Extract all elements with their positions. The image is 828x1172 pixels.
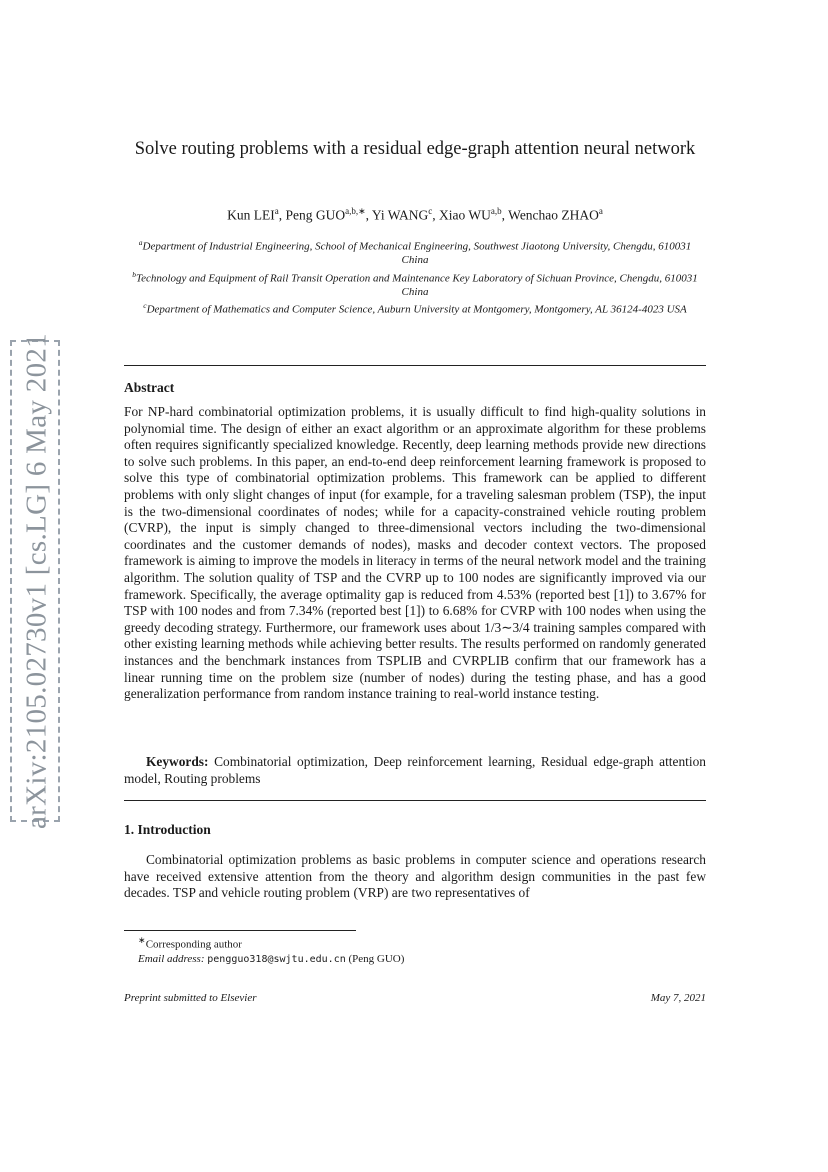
author-name: Wenchao ZHAO bbox=[508, 207, 599, 223]
abstract-text: For NP-hard combinatorial optimization problems, it is usually difficult to find high-quality solutions in polynomial time. The design of either an exact algorithm or an approximate algorithm for these problems often requires significantly specialized knowledge. Recently, deep learning methods provide new directions to solve such problems. In this paper, an end-to-end deep reinforcement learning framework is proposed to solve this type of combinatorial optimization problems. This framework can be applied to different problems with only slight changes of input (for example, for a traveling salesman problem (TSP), the input is the two-dimensional coordinates of nodes; while for a capacity-constrained vehicle routing problem (CVRP), the input is simply changed to three-dimensional vectors including the two-dimensional coordinates and the customer demands of nodes), masks and decoder context vectors. The proposed framework is aiming to improve the models in literacy in terms of the neural network model and the training algorithm. The solution quality of TSP and the CVRP up to 100 nodes are significantly improved via our framework. Specifically, the average optimality gap is reduced from 4.53% (reported best [1]) to 3.67% for TSP with 100 nodes and from 7.34% (reported best [1]) to 6.68% for CVRP with 100 nodes when using the greedy decoding strategy. Furthermore, our framework uses about 1/3∼3/4 training samples compared with other existing learning methods while achieving better results. The results performed on randomly generated instances and the benchmark instances from TSPLIB and CVRPLIB confirm that our framework has a linear running time on the problem size (number of nodes) during the testing phase, and has a good generalization performance from random instance training to real-world instance testing. bbox=[124, 404, 706, 702]
author-name: Kun LEI bbox=[227, 207, 275, 223]
author-name: Peng GUO bbox=[285, 207, 346, 223]
author-name: Yi WANG bbox=[371, 207, 429, 223]
section-heading-introduction: 1. Introduction bbox=[124, 822, 211, 837]
abstract-top-rule bbox=[124, 365, 706, 366]
footnote-rule bbox=[124, 930, 356, 931]
affiliation-c: $^c$Department of Mathematics and Computer Science, Auburn University at Montgomery, Montgomery, AL 36124-4023 USA bbox=[143, 301, 687, 316]
arxiv-identifier[interactable]: arXiv:2105.02730v1 [cs.LG] 6 May 2021 bbox=[20, 333, 53, 829]
keywords-label: Keywords: bbox=[146, 754, 209, 769]
author-affil-mark[interactable]: a,b,∗ bbox=[345, 206, 366, 216]
introduction-text: Combinatorial optimization problems as basic problems in computer science and operations research have received extensive attention from the theory and algorithm design communities in the past few decades. TSP and vehicle routing problem (VRP) are two representatives of bbox=[124, 852, 706, 901]
author-affil-mark: a bbox=[598, 206, 603, 216]
email-link[interactable]: pengguo318@swjtu.edu.cn bbox=[207, 953, 346, 965]
author-affil-mark: a,b bbox=[490, 206, 502, 216]
affiliation-a: $^a$Department of Industrial Engineering, School of Mechanical Engineering, Southwest Jiaotong University, Chengdu, 610031 China bbox=[138, 238, 692, 267]
author-affil-mark: c bbox=[428, 206, 433, 216]
paper-title: Solve routing problems with a residual edge-graph attention neural network bbox=[134, 139, 696, 159]
corresponding-author-note: Corresponding author bbox=[145, 938, 242, 951]
author-list: Kun LEI$^a$, Peng $GUO^{a,b,∗}$, Yi WANG$^c$, Xiao WU$^{a,b}$, Wenchao ZHAO$^a$ bbox=[227, 206, 603, 223]
email-owner: (Peng GUO) bbox=[348, 952, 405, 965]
email-label: Email address: bbox=[138, 952, 205, 965]
affiliation-b: $^b$Technology and Equipment of Rail Transit Operation and Maintenance Key Laboratory of Sichuan Province, Chengdu, 610031 China bbox=[132, 269, 698, 298]
footer-date: May 7, 2021 bbox=[650, 992, 706, 1004]
author-name: Xiao WU bbox=[439, 207, 491, 223]
keywords bbox=[124, 754, 706, 787]
affiliations bbox=[124, 236, 706, 317]
author-affil-mark: a bbox=[274, 206, 279, 216]
preprint-note: Preprint submitted to Elsevier bbox=[124, 992, 257, 1004]
footnote bbox=[138, 933, 404, 967]
abstract-heading: Abstract bbox=[124, 380, 175, 395]
footnote-mark: ∗ bbox=[138, 935, 146, 945]
abstract-bottom-rule bbox=[124, 800, 706, 801]
keywords-text: Combinatorial optimization, Deep reinforcement learning, Residual edge-graph attention model, Routing problems bbox=[124, 754, 706, 786]
